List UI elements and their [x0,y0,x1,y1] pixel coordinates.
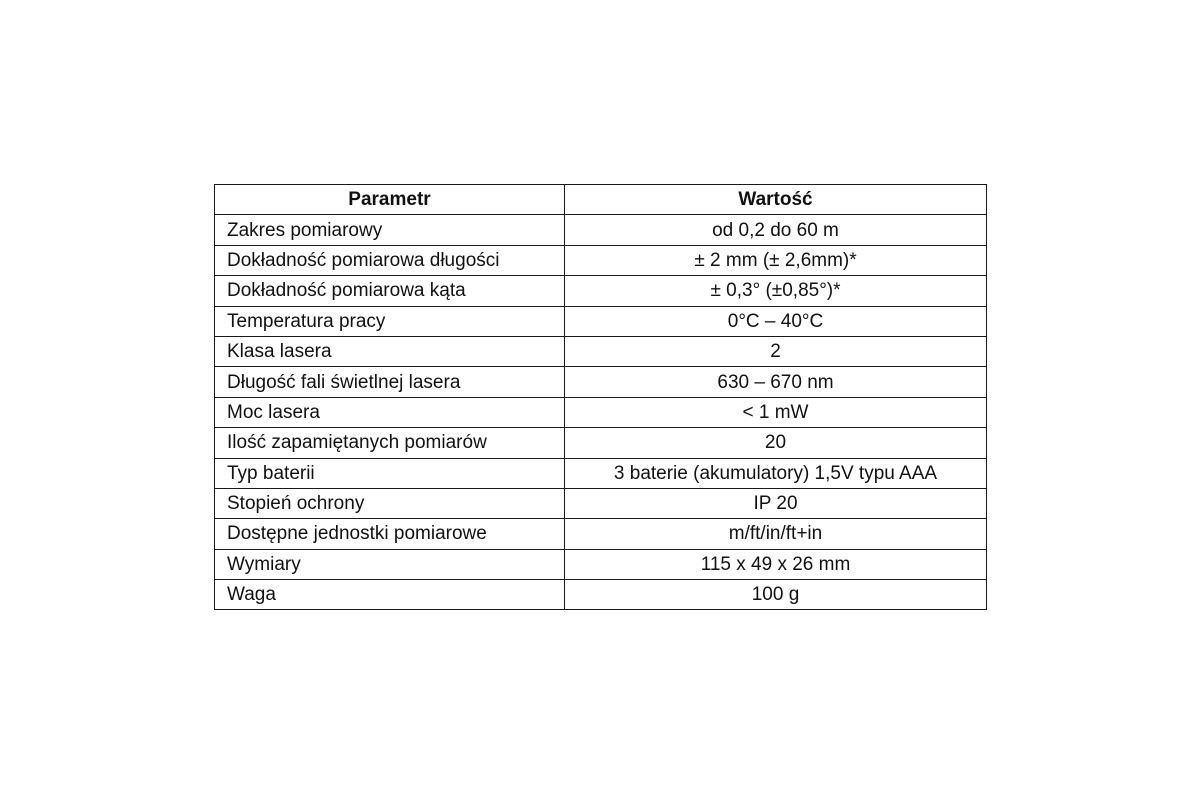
table-row [215,367,987,397]
table-row [215,245,987,275]
table-row [215,428,987,458]
header-value: Wartość [565,185,987,215]
parameter-cell: Zakres pomiarowy [215,215,565,245]
table-row [215,306,987,336]
table-row [215,519,987,549]
value-cell: 0°C – 40°C [565,306,987,336]
value-cell: IP 20 [565,488,987,518]
parameter-cell: Waga [215,580,565,610]
value-cell: 2 [565,336,987,366]
parameter-cell: Dokładność pomiarowa długości [215,245,565,275]
parameter-cell: Wymiary [215,549,565,579]
parameter-cell: Ilość zapamiętanych pomiarów [215,428,565,458]
table-header-row [215,185,987,215]
value-cell: 115 x 49 x 26 mm [565,549,987,579]
table-row [215,549,987,579]
table-row [215,397,987,427]
table-row [215,458,987,488]
table-row [215,276,987,306]
value-cell: 3 baterie (akumulatory) 1,5V typu AAA [565,458,987,488]
table-row [215,488,987,518]
header-parameter: Parametr [215,185,565,215]
value-cell: 100 g [565,580,987,610]
value-cell: ± 0,3° (±0,85°)* [565,276,987,306]
parameter-cell: Dokładność pomiarowa kąta [215,276,565,306]
value-cell: ± 2 mm (± 2,6mm)* [565,245,987,275]
value-cell: < 1 mW [565,397,987,427]
value-cell: 630 – 670 nm [565,367,987,397]
table-row [215,580,987,610]
parameter-cell: Temperatura pracy [215,306,565,336]
parameter-cell: Typ baterii [215,458,565,488]
value-cell: m/ft/in/ft+in [565,519,987,549]
value-cell: od 0,2 do 60 m [565,215,987,245]
parameter-cell: Dostępne jednostki pomiarowe [215,519,565,549]
table-row [215,336,987,366]
table-row [215,215,987,245]
value-cell: 20 [565,428,987,458]
parameter-cell: Długość fali świetlnej lasera [215,367,565,397]
specification-table [214,184,987,610]
parameter-cell: Moc lasera [215,397,565,427]
parameter-cell: Stopień ochrony [215,488,565,518]
parameter-cell: Klasa lasera [215,336,565,366]
